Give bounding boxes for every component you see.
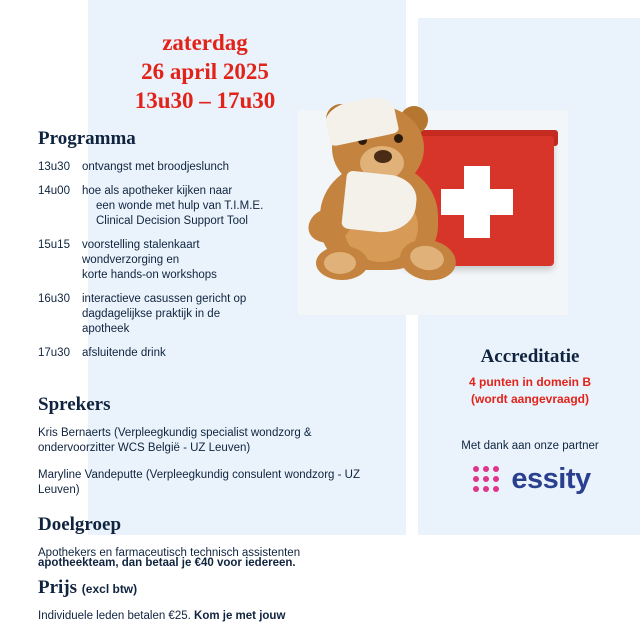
programma-item	[38, 346, 378, 361]
accreditatie-block	[430, 346, 630, 408]
event-date: 26 april 2025	[141, 59, 269, 84]
doelgroep-text: Apothekers en farmaceutisch technisch assistenten	[38, 547, 301, 559]
programma-item-line: interactieve casussen gericht op	[82, 293, 247, 305]
programma-item-text	[82, 238, 378, 283]
essity-logo	[430, 464, 630, 494]
accreditatie-status: (wordt aangevraagd)	[470, 392, 590, 406]
programma-item-time: 17u30	[38, 347, 70, 359]
programma-item-line: afsluitende drink	[82, 347, 166, 359]
accreditatie-heading: Accreditatie	[480, 346, 580, 367]
programma-item-text	[82, 346, 378, 361]
programma-item-time: 13u30	[38, 161, 70, 173]
accreditatie-points: 4 punten in domein B	[469, 375, 591, 389]
programma-item	[38, 292, 378, 337]
doelgroep-heading: Doelgroep	[38, 514, 122, 535]
prijs-heading-note: (excl btw)	[81, 582, 138, 596]
prijs-text-plain: Individuele leden betalen €25.	[38, 610, 195, 622]
prijs-heading-text: Prijs	[38, 577, 78, 598]
programma-item-time: 14u00	[38, 185, 70, 197]
sprekers-heading: Sprekers	[38, 394, 111, 415]
teddy-eye-right	[394, 134, 403, 143]
prijs-text-clipped	[38, 556, 378, 580]
partner-block	[430, 440, 630, 494]
programma-item-line: ontvangst met broodjeslunch	[82, 161, 230, 173]
medical-cross-icon-bar	[441, 189, 513, 215]
programma-item-line: hoe als apotheker kijken naar	[82, 185, 233, 197]
programma-item-line: een wonde met hulp van T.I.M.E.	[96, 200, 264, 212]
programma-item-time: 15u15	[38, 239, 70, 251]
event-day: zaterdag	[162, 30, 248, 55]
prijs-heading	[38, 577, 378, 599]
programma-item-line: voorstelling stalenkaart	[82, 239, 200, 251]
prijs-text	[38, 609, 378, 624]
essity-mark-icon	[469, 464, 503, 494]
programma-item	[38, 160, 378, 175]
prijs-text-bold: Kom je met jouw	[194, 610, 286, 622]
programma-item-text	[82, 160, 378, 175]
programma-item-line: apotheek	[82, 323, 130, 335]
programma-item-text	[82, 184, 378, 229]
event-time: 13u30 – 17u30	[134, 88, 276, 113]
programma-item-line: wondverzorging en	[82, 254, 180, 266]
spreker-entry: Maryline Vandeputte (Verpleegkundig consulent wondzorg - UZ Leuven)	[38, 469, 360, 496]
essity-wordmark: essity	[511, 463, 591, 495]
programma-item-line: Clinical Decision Support Tool	[96, 215, 248, 227]
programma-item-text	[82, 292, 378, 337]
programma-heading: Programma	[38, 128, 136, 149]
programma-item	[38, 238, 378, 283]
partner-label: Met dank aan onze partner	[461, 440, 599, 452]
programma-item	[38, 184, 378, 229]
programma-item-time: 16u30	[38, 293, 70, 305]
programma-item-line: korte hands-on workshops	[82, 269, 217, 281]
programma-item-line: dagdagelijkse praktijk in de	[82, 308, 221, 320]
spreker-entry: Kris Bernaerts (Verpleegkundig specialist wondzorg & ondervoorzitter WCS België - UZ Leuven)	[38, 427, 312, 454]
prijs-text-clipped-line: apotheekteam, dan betaal je €40 voor iedereen.	[38, 557, 296, 569]
